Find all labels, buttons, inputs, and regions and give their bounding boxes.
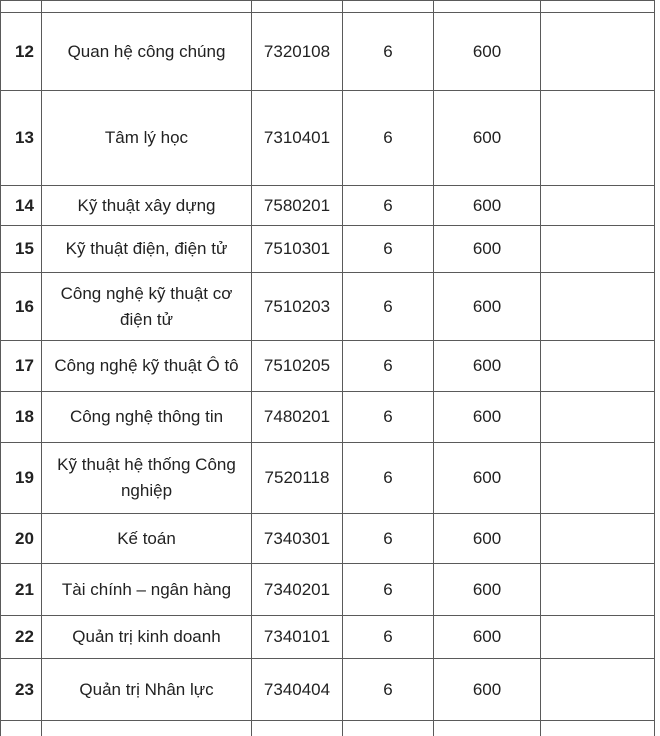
- note-cell: [541, 226, 655, 273]
- duration-value: 6: [343, 659, 434, 721]
- note-cell: [541, 186, 655, 226]
- program-code: 7340201: [252, 564, 343, 616]
- duration-value: 6: [343, 186, 434, 226]
- table-row: [1, 91, 655, 186]
- duration-value: 6: [343, 616, 434, 659]
- program-name: Công nghệ kỹ thuật Ô tô: [42, 341, 252, 392]
- row-number: 15: [1, 226, 42, 273]
- quota-value: 600: [434, 341, 541, 392]
- program-name: Tâm lý học: [42, 91, 252, 186]
- row-number: 14: [1, 186, 42, 226]
- program-name: Kỹ thuật điện, điện tử: [42, 226, 252, 273]
- duration-value: 6: [343, 564, 434, 616]
- program-name: Tài chính – ngân hàng: [42, 564, 252, 616]
- quota-value: 600: [434, 273, 541, 341]
- duration-value: 6: [343, 273, 434, 341]
- table-row: [1, 564, 655, 616]
- note-cell: [541, 273, 655, 341]
- row-number: 17: [1, 341, 42, 392]
- table-body: [1, 1, 655, 736]
- program-code: 7340301: [252, 514, 343, 564]
- program-code: 7510205: [252, 341, 343, 392]
- program-code: 7510203: [252, 273, 343, 341]
- row-number: 16: [1, 273, 42, 341]
- note-cell: [541, 616, 655, 659]
- row-number: 18: [1, 392, 42, 443]
- note-cell: [541, 564, 655, 616]
- quota-value: 600: [434, 514, 541, 564]
- program-code: 7340404: [252, 659, 343, 721]
- row-number: 12: [1, 13, 42, 91]
- table-row: [1, 616, 655, 659]
- table-row-bottom-partial: [1, 721, 655, 736]
- note-cell: [541, 341, 655, 392]
- duration-value: 6: [343, 13, 434, 91]
- quota-value: 600: [434, 616, 541, 659]
- table-row: [1, 273, 655, 341]
- note-cell: [541, 91, 655, 186]
- quota-value: 600: [434, 13, 541, 91]
- program-name: Kỹ thuật hệ thống Công nghiệp: [42, 443, 252, 514]
- program-name: Quản trị kinh doanh: [42, 616, 252, 659]
- program-name: Quản trị Nhân lực: [42, 659, 252, 721]
- note-cell: [541, 659, 655, 721]
- program-code: 7580201: [252, 186, 343, 226]
- quota-value: 600: [434, 659, 541, 721]
- duration-value: 6: [343, 226, 434, 273]
- program-code: 7310401: [252, 91, 343, 186]
- table-row: [1, 392, 655, 443]
- program-code: 7480201: [252, 392, 343, 443]
- table-row: [1, 443, 655, 514]
- note-cell: [541, 13, 655, 91]
- program-code: 7340101: [252, 616, 343, 659]
- program-code: 7510301: [252, 226, 343, 273]
- table-row: [1, 659, 655, 721]
- table-row: [1, 226, 655, 273]
- row-number: 23: [1, 659, 42, 721]
- duration-value: 6: [343, 91, 434, 186]
- duration-value: 6: [343, 443, 434, 514]
- quota-value: 600: [434, 91, 541, 186]
- row-number: 13: [1, 91, 42, 186]
- quota-value: 600: [434, 564, 541, 616]
- table-row: [1, 514, 655, 564]
- quota-value: 600: [434, 443, 541, 514]
- program-code: 7520118: [252, 443, 343, 514]
- row-number: 22: [1, 616, 42, 659]
- table-row: [1, 186, 655, 226]
- program-name: Công nghệ thông tin: [42, 392, 252, 443]
- table-row: [1, 341, 655, 392]
- note-cell: [541, 514, 655, 564]
- row-number: 20: [1, 514, 42, 564]
- quota-value: 600: [434, 186, 541, 226]
- program-name: Quan hệ công chúng: [42, 13, 252, 91]
- table-row-top-partial: [1, 1, 655, 13]
- program-code: 7320108: [252, 13, 343, 91]
- program-name: Công nghệ kỹ thuật cơ điện tử: [42, 273, 252, 341]
- quota-value: 600: [434, 392, 541, 443]
- note-cell: [541, 392, 655, 443]
- quota-value: 600: [434, 226, 541, 273]
- duration-value: 6: [343, 341, 434, 392]
- note-cell: [541, 443, 655, 514]
- table-row: [1, 13, 655, 91]
- row-number: 21: [1, 564, 42, 616]
- program-name: Kỹ thuật xây dựng: [42, 186, 252, 226]
- program-name: Kế toán: [42, 514, 252, 564]
- duration-value: 6: [343, 514, 434, 564]
- row-number: 19: [1, 443, 42, 514]
- duration-value: 6: [343, 392, 434, 443]
